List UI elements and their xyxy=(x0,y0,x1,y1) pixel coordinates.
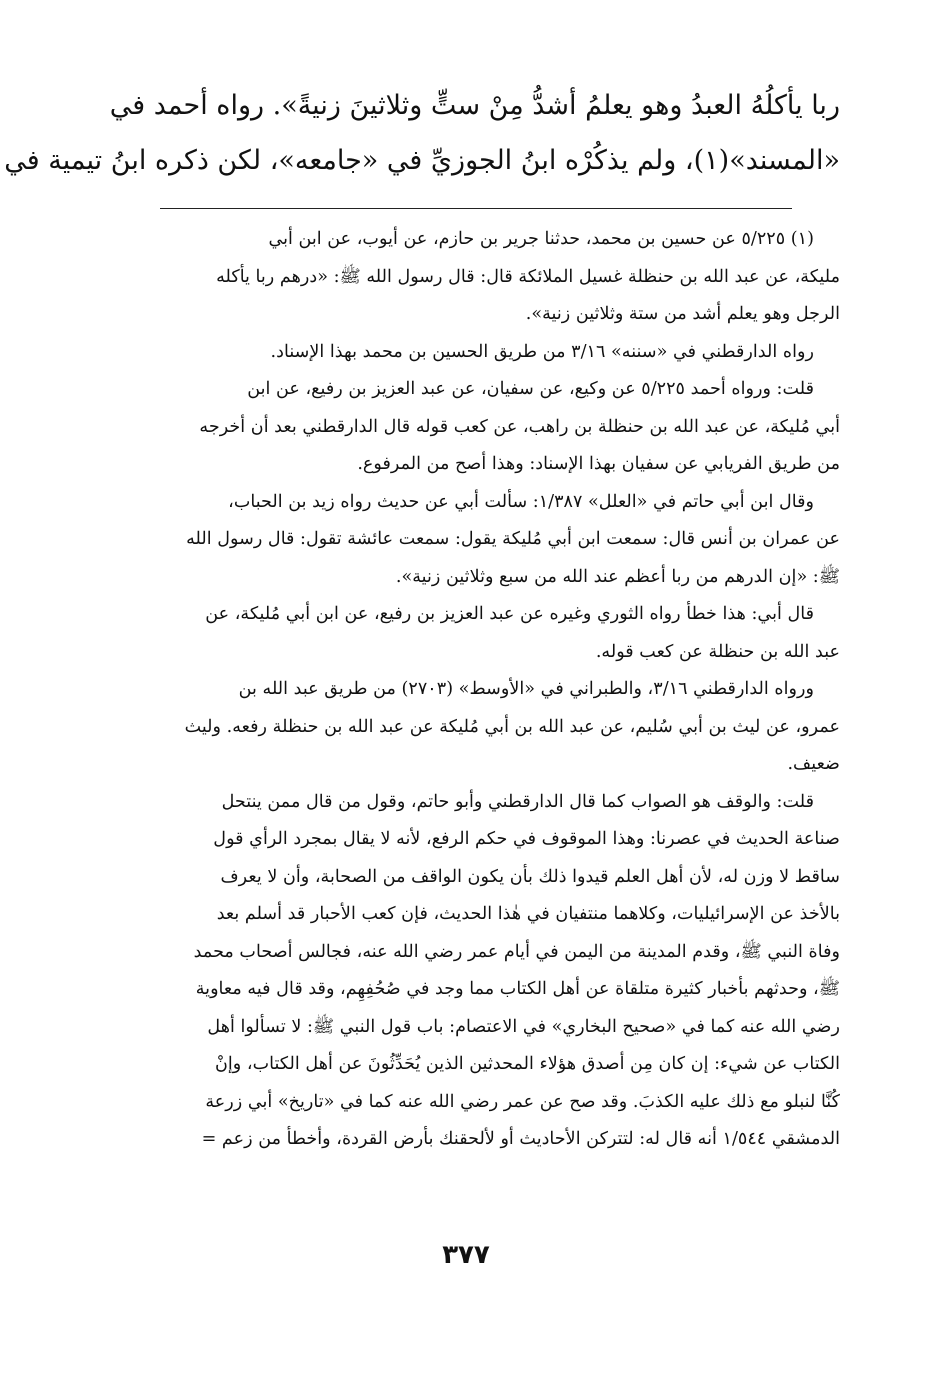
footnote-line: عبد الله بن حنظلة عن كعب قوله. xyxy=(595,641,840,662)
footnote-line: من طريق الفريابي عن سفيان بهذا الإسناد: وهذا أصح من المرفوع. xyxy=(357,454,840,474)
footnote-line: قلت: ورواه أحمد ٥/٢٢٥ عن وكيع، عن سفيان، عن عبد العزيز بن رفيع، عن ابن xyxy=(247,379,814,399)
footnote-line: صناعة الحديث في عصرنا: وهذا الموقوف في حكم الرفع، لأنه لا يقال بمجرد الرأي قول xyxy=(213,829,840,849)
footnote-paragraph xyxy=(160,784,840,1159)
footnote-paragraph xyxy=(160,484,840,597)
main-text xyxy=(4,78,840,188)
footnote-line: بالأخذ عن الإسرائيليات، وكلاهما منتفيان في هٰذا الحديث، فإن كعب الأحبار قد أسلم بعد xyxy=(216,904,840,924)
footnotes xyxy=(160,221,840,1159)
footnote-paragraph xyxy=(160,371,840,484)
page-body xyxy=(4,78,840,1159)
page-number: ٣٧٧ xyxy=(442,1240,490,1270)
footnote-line: الدمشقي ١/٥٤٤ أنه قال له: لتتركن الأحاديث أو لألحقنك بأرض القردة، وأخطأ من زعم = xyxy=(201,1129,840,1149)
main-text-line: ربا يأكلُهُ العبدُ وهو يعلمُ أشدُّ مِنْ ستٍّ وثلاثينَ زنيةً». رواه أحمد في xyxy=(109,90,840,121)
footnote-paragraph xyxy=(160,596,840,671)
footnote-paragraph xyxy=(160,334,840,372)
footnote-line: مليكة، عن عبد الله بن حنظلة غسيل الملائكة قال: قال رسول الله ﷺ: «درهم ربا يأكله xyxy=(216,266,840,287)
footnote-line: قال أبي: هذا خطأ رواه الثوري وغيره عن عبد العزيز بن رفيع، عن ابن أبي مُليكة، عن xyxy=(205,604,814,624)
footnote-line: ورواه الدارقطني ٣/١٦، والطبراني في «الأوسط» (٢٧٠٣) من طريق عبد الله بن xyxy=(238,679,814,699)
footnote-line: الرجل وهو يعلم أشد من ستة وثلاثين زنية». xyxy=(525,304,840,324)
footnote-line: ﷺ: «إن الدرهم من ربا أعظم عند الله من سبع وثلاثين زنية». xyxy=(395,566,840,587)
footnote-line: الكتاب عن شيء: إن كان مِن أصدق هؤلاء المحدثين الذين يُحَدِّثُونَ عن أهل الكتاب، وإنْ xyxy=(215,1054,840,1074)
footnote-paragraph xyxy=(160,671,840,784)
footnote-line: ضعيف. xyxy=(787,754,840,774)
footnote-line: كُنَّا لنبلو مع ذلك عليه الكذبَ. وقد صح عن عمر رضي الله عنه كما في «تاريخ» أبي زرعة xyxy=(205,1091,840,1112)
main-text-line: «المسند»(١)، ولم يذكُرْه ابنُ الجوزيِّ في «جامعه»، لكن ذكره ابنُ تيمية في xyxy=(4,145,840,176)
footnote-line: رضي الله عنه كما في «صحيح البخاري» في الاعتصام: باب قول النبي ﷺ: لا تسألوا أهل xyxy=(207,1016,840,1037)
footnote-line: أبي مُليكة، عن عبد الله بن حنظلة بن راهب، عن كعب قوله قال الدارقطني بعد أن أخرجه xyxy=(199,416,840,437)
footnote-line: عمرو، عن ليث بن أبي سُليم، عن عبد الله بن أبي مُليكة عن عبد الله بن حنظلة رفعه. وليث xyxy=(184,716,840,737)
footnote-line: رواه الدارقطني في «سننه» ٣/١٦ من طريق الحسين بن محمد بهذا الإسناد. xyxy=(270,341,814,362)
footnote-line: ﷺ، وحدثهم بأخبار كثيرة متلقاة عن أهل الكتاب مما وجد في صُحُفِهِم، وقد قال فيه معاوية xyxy=(195,979,840,999)
footnote-line: ساقط لا وزن له، لأن أهل العلم قيدوا ذلك بأن يكون الواقف من الصحابة، وأن لا يعرف xyxy=(220,866,840,887)
footnote-line: وفاة النبي ﷺ، وقدم المدينة من اليمن في أيام عمر رضي الله عنه، فجالس أصحاب محمد xyxy=(193,941,840,962)
footnote-separator xyxy=(160,208,792,209)
footnote-line: وقال ابن أبي حاتم في «العلل» ١/٣٨٧: سألت أبي عن حديث رواه زيد بن الحباب، xyxy=(228,491,814,512)
footnote-line: عن عمران بن أنس قال: سمعت ابن أبي مُليكة يقول: سمعت عائشة تقول: قال رسول الله xyxy=(186,529,840,549)
footnote-line: قلت: والوقف هو الصواب كما قال الدارقطني وأبو حاتم، وقول من قال ممن ينتحل xyxy=(221,791,814,812)
footnote-line: (١) ٥/٢٢٥ عن حسين بن محمد، حدثنا جرير بن حازم، عن أيوب، عن ابن أبي xyxy=(268,229,814,249)
footnote-paragraph xyxy=(160,221,840,334)
